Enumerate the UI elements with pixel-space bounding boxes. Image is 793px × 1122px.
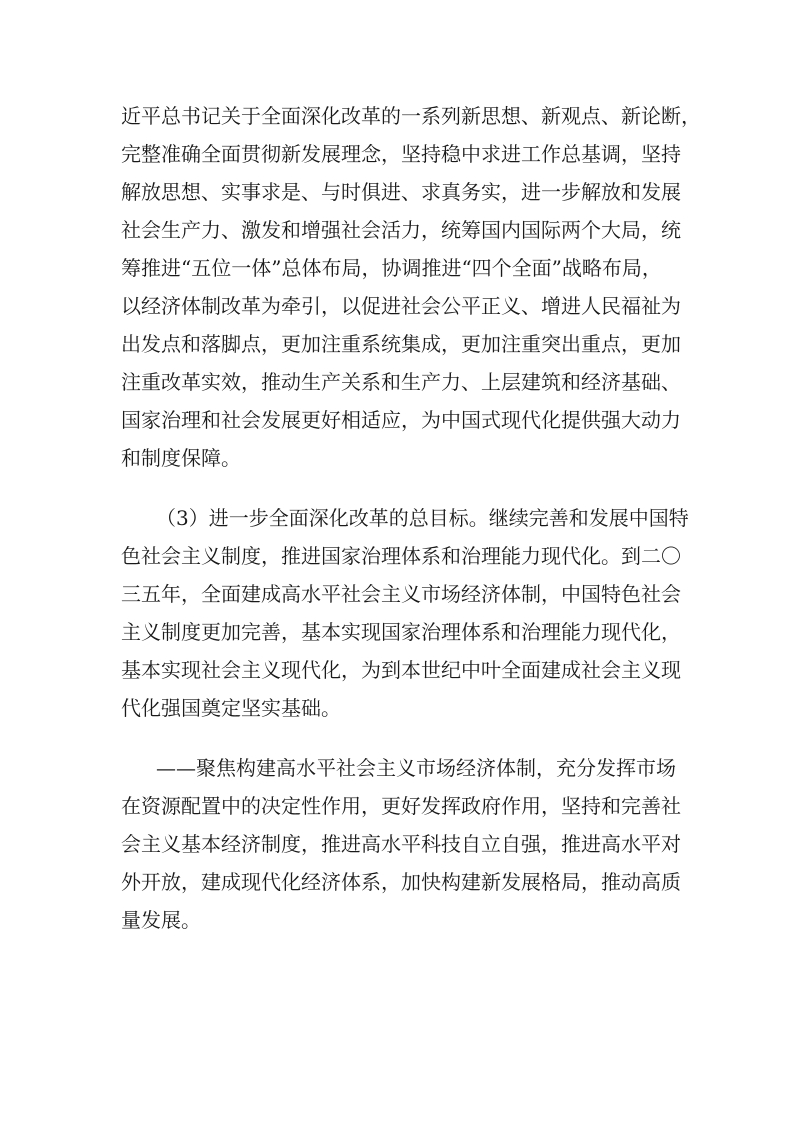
text-line: 量发展。	[121, 908, 201, 932]
text-line: 色社会主义制度，推进国家治理体系和治理能力现代化。到二〇	[121, 544, 681, 568]
text-line: （3）进一步全面深化改革的总目标。继续完善和发展中国特	[156, 506, 689, 530]
text-line: 出发点和落脚点，更加注重系统集成，更加注重突出重点，更加	[121, 332, 681, 356]
text-line: 筹推进“五位一体”总体布局，协调推进“四个全面”战略布局，	[121, 256, 662, 280]
text-line: 外开放，建成现代化经济体系，加快构建新发展格局，推动高质	[121, 870, 681, 894]
text-line: 三五年，全面建成高水平社会主义市场经济体制，中国特色社会	[121, 582, 681, 606]
text-line: 解放思想、实事求是、与时俱进、求真务实，进一步解放和发展	[121, 180, 681, 204]
text-line: 完整准确全面贯彻新发展理念，坚持稳中求进工作总基调，坚持	[121, 142, 681, 166]
text-line: ——聚焦构建高水平社会主义市场经济体制，充分发挥市场	[156, 756, 676, 780]
text-line: 国家治理和社会发展更好相适应，为中国式现代化提供强大动力	[121, 408, 681, 432]
text-line: 在资源配置中的决定性作用，更好发挥政府作用，坚持和完善社	[121, 794, 681, 818]
text-line: 和制度保障。	[121, 446, 241, 470]
text-line: 以经济体制改革为牵引，以促进社会公平正义、增进人民福祉为	[121, 294, 681, 318]
text-line: 会主义基本经济制度，推进高水平科技自立自强，推进高水平对	[121, 832, 681, 856]
text-line: 代化强国奠定坚实基础。	[121, 696, 341, 720]
text-line: 主义制度更加完善，基本实现国家治理体系和治理能力现代化，	[121, 620, 681, 644]
text-line: 基本实现社会主义现代化，为到本世纪中叶全面建成社会主义现	[121, 658, 681, 682]
text-line: 注重改革实效，推动生产关系和生产力、上层建筑和经济基础、	[121, 370, 681, 394]
text-line: 社会生产力、激发和增强社会活力，统筹国内国际两个大局，统	[121, 218, 681, 242]
text-line: 近平总书记关于全面深化改革的一系列新思想、新观点、新论断，	[121, 104, 701, 128]
